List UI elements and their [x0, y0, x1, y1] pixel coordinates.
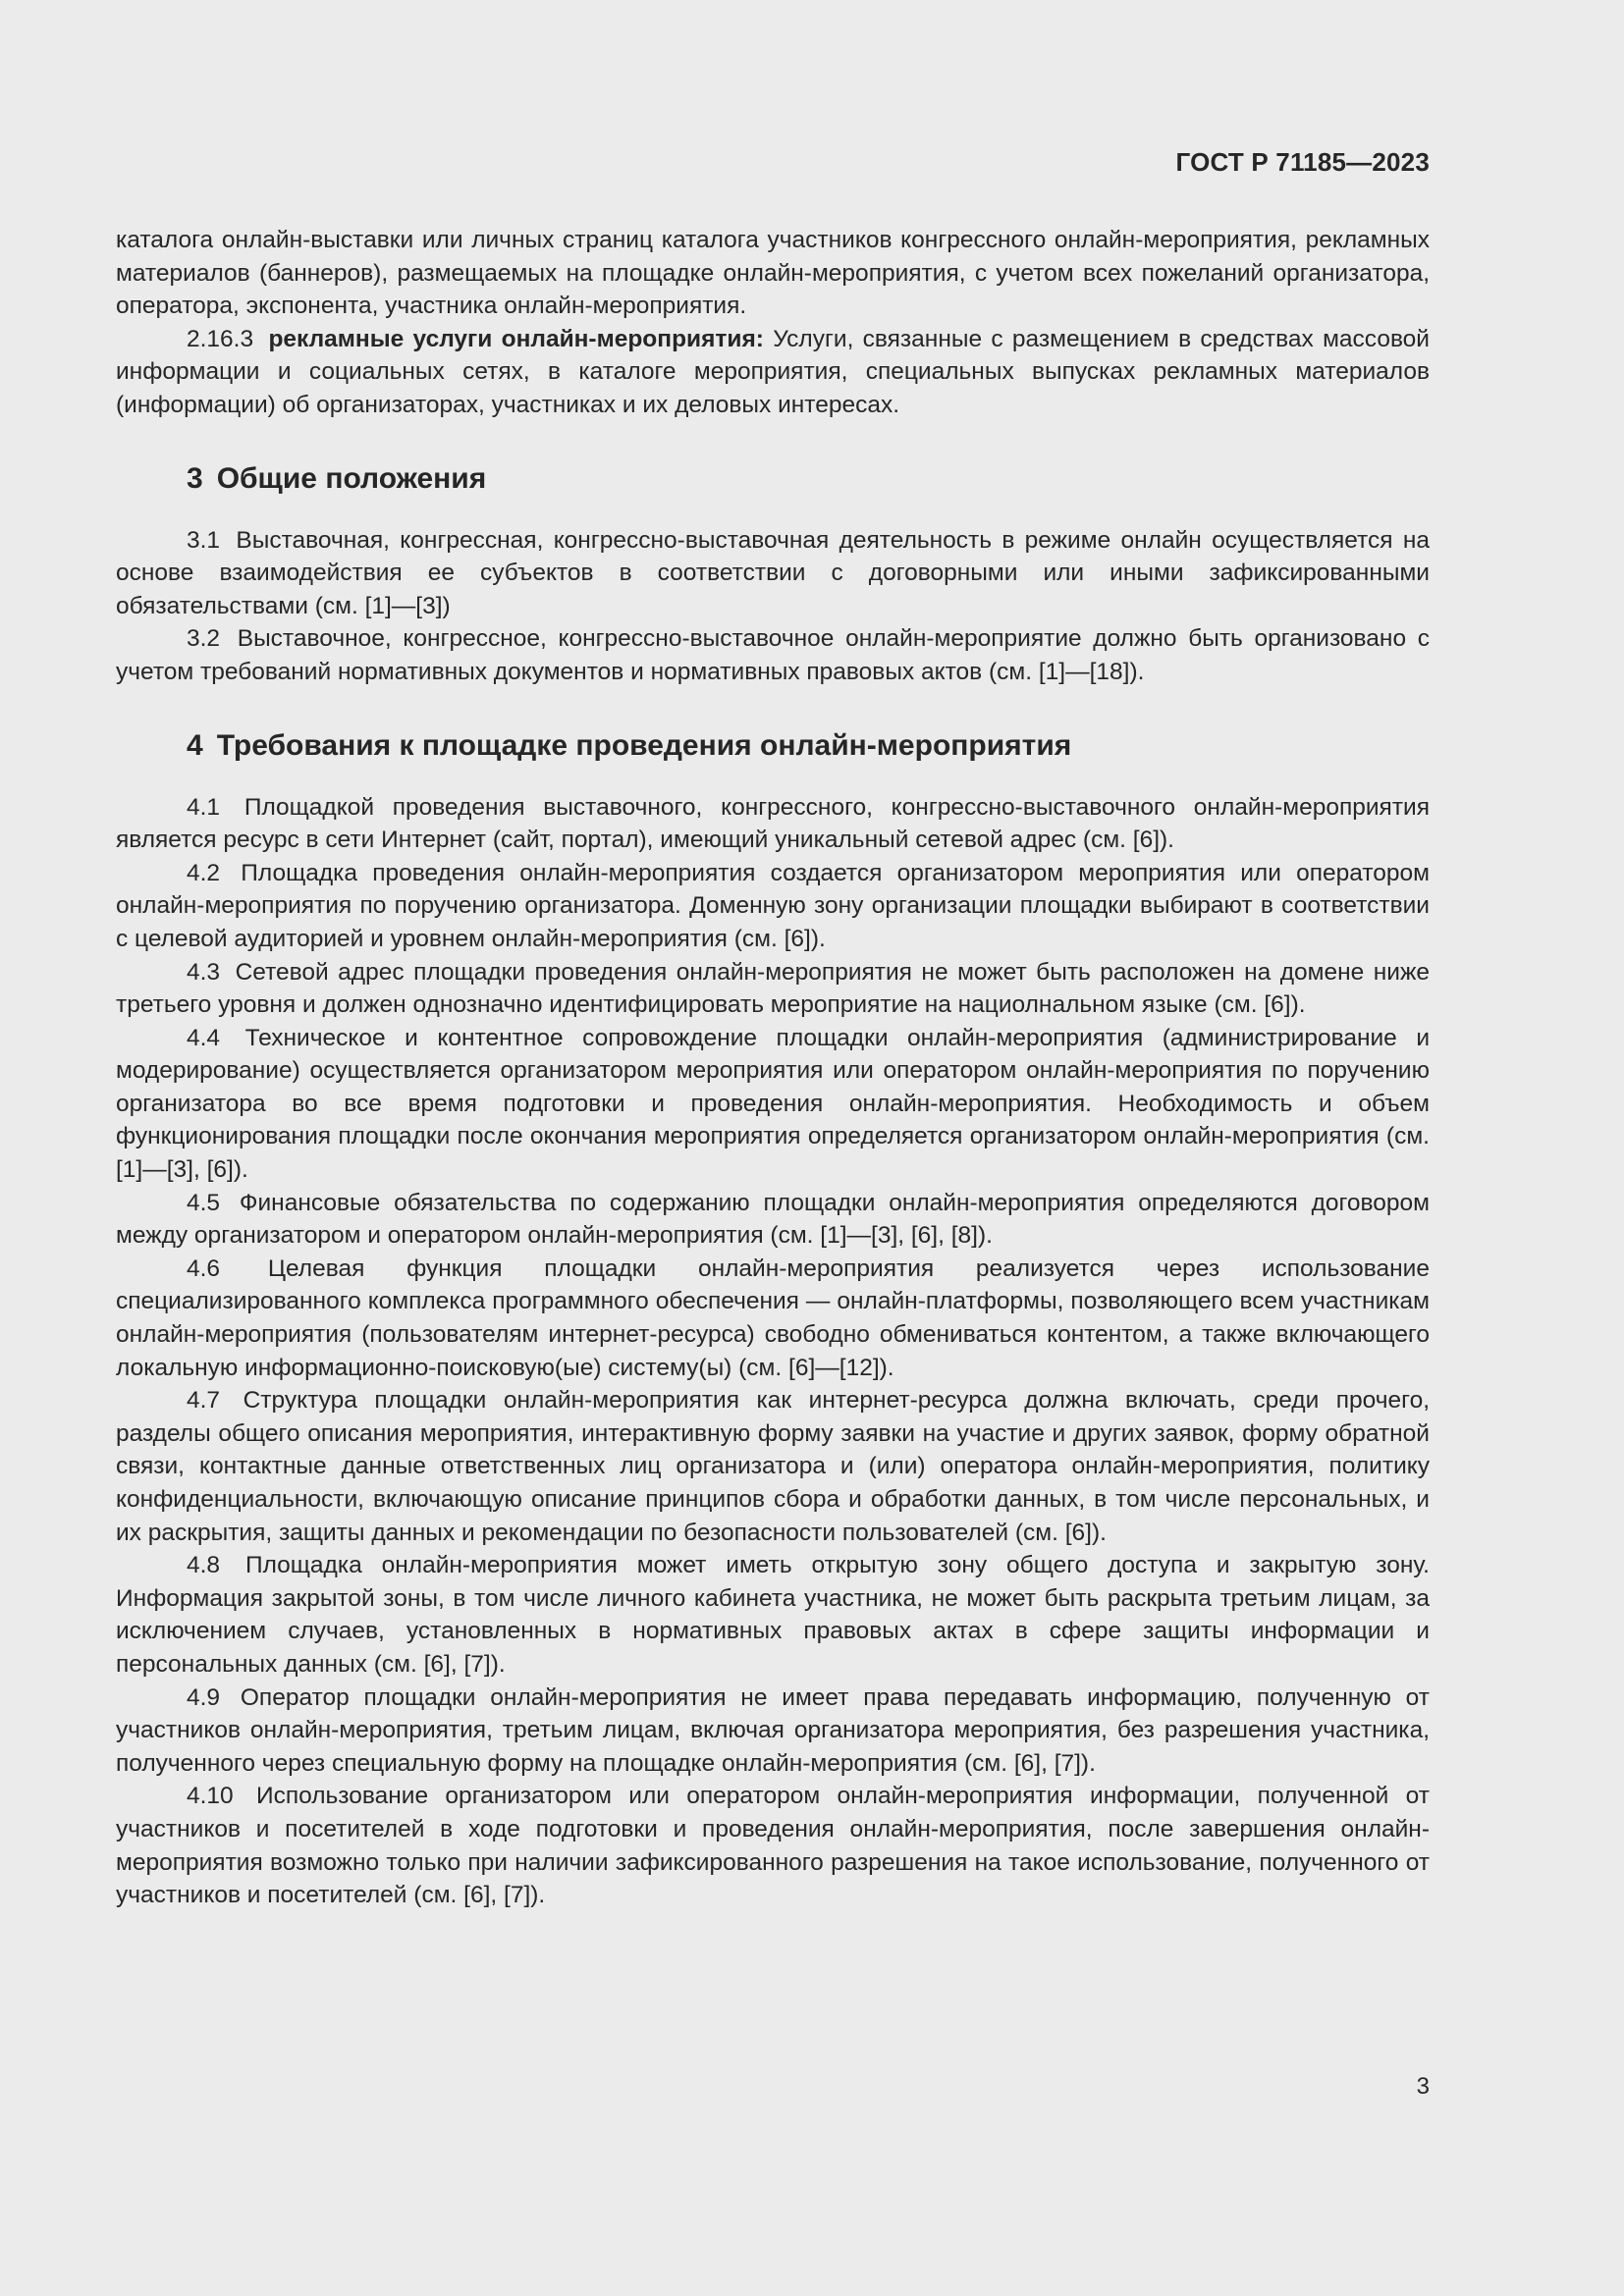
- paragraph-4-9: [116, 1682, 1430, 1781]
- term-definition: рекламные услуги онлайн-мероприятия:: [268, 325, 764, 352]
- paragraph-number: 4.4: [187, 1024, 221, 1051]
- paragraph-text: Структура площадки онлайн-мероприятия как интернет-ресурса должна включать, среди прочего, разделы общего описания мероприятия, интерактивную форму заявки на участие и других заявок, форму обратной связи, контактные данные ответственных лиц организатора и (или) оператора онлайн-мероприятия, политику конфиденциальности, включающую описание принципов сбора и обработки данных, в том числе персональных, и их раскрытия, защиты данных и рекомендации по безопасности пользователей (см. [6]).: [116, 1387, 1430, 1546]
- paragraph-3-2: [116, 622, 1430, 688]
- paragraph-4-10: [116, 1780, 1430, 1911]
- paragraph-number: 4.5: [187, 1189, 221, 1216]
- section-title: Общие положения: [216, 461, 487, 495]
- paragraph-text: Техническое и контентное сопровождение площадки онлайн-мероприятия (администрирование и модерирование) осуществляется организатором мероприятия или оператором онлайн-мероприятия по поручению организатора во все время подготовки и проведения онлайн-мероприятия. Необходимость и объем функционирования площадки после окончания мероприятия определяется организатором онлайн-мероприятия (см. [1]—[3], [6]).: [116, 1024, 1431, 1184]
- paragraph-text: Площадка проведения онлайн-мероприятия создается организатором мероприятия или оператором онлайн-мероприятия по поручению организатора. Доменную зону организации площадки выбирают в соответствии с целевой аудиторией и уровнем онлайн-мероприятия (см. [6]).: [116, 859, 1430, 952]
- paragraph-number: 4.6: [187, 1255, 221, 1282]
- paragraph-text: Использование организатором или оператором онлайн-мероприятия информации, полученной от участников и посетителей в ходе подготовки и проведения онлайн-мероприятия, после завершения онлайн-мероприятия возможно только при наличии зафиксированного разрешения на такое использование, полученного от участников и посетителей (см. [6], [7]).: [116, 1783, 1430, 1909]
- paragraph-number: 4.2: [187, 859, 221, 886]
- paragraph-text: Услуги, связанные с размещением в средствах массовой информации и социальных сетях, в каталоге мероприятия, специальных выпусках рекламных материалов (информации) об организаторах, участниках и их деловых интересах.: [116, 325, 1430, 418]
- section-title: Требования к площадке проведения онлайн-мероприятия: [216, 728, 1072, 762]
- paragraph-4-4: [116, 1022, 1430, 1187]
- paragraph-4-1: [116, 791, 1430, 857]
- paragraph-4-2: [116, 857, 1430, 956]
- document-body: [116, 224, 1430, 1912]
- page-number: 3: [1416, 2073, 1430, 2100]
- paragraph-number: 3.1: [187, 526, 221, 554]
- paragraph-4-7: [116, 1384, 1430, 1549]
- paragraph-continuation: каталога онлайн-выставки или личных страниц каталога участников конгрессного онлайн-мероприятия, рекламных материалов (баннеров), размещаемых на площадке онлайн-мероприятия, с учетом всех пожеланий организатора, оператора, экспонента, участника онлайн-мероприятия.: [116, 227, 1430, 320]
- paragraph-number: 4.3: [187, 958, 221, 986]
- section-number: 4: [187, 728, 203, 762]
- paragraph-4-3: [116, 956, 1430, 1022]
- paragraph-number: 4.9: [187, 1683, 221, 1711]
- paragraph-number: 3.2: [187, 625, 221, 653]
- paragraph-number: 2.16.3: [187, 325, 254, 352]
- paragraph-4-5: [116, 1187, 1430, 1253]
- paragraph-3-1: [116, 524, 1430, 623]
- section-heading-3: [116, 459, 1430, 499]
- paragraph-text: Сетевой адрес площадки проведения онлайн-мероприятия не может быть расположен на домене ниже третьего уровня и должен однозначно идентифицировать мероприятие на нациолнальном языке (см. [6]).: [116, 958, 1430, 1019]
- paragraph-number: 4.7: [187, 1387, 221, 1415]
- paragraph-text: Оператор площадки онлайн-мероприятия не имеет права передавать информацию, полученную от участников онлайн-мероприятия, третьим лицам, включая организатора мероприятия, без разрешения участника, полученного через специальную форму на площадке онлайн-мероприятия (см. [6], [7]).: [116, 1683, 1430, 1777]
- paragraph-text: Площадкой проведения выставочного, конгрессного, конгрессно-выставочного онлайн-мероприятия является ресурс в сети Интернет (сайт, портал), имеющий уникальный сетевой адрес (см. [6]).: [116, 793, 1430, 854]
- paragraph-text: Финансовые обязательства по содержанию площадки онлайн-мероприятия определяются договором между организатором и оператором онлайн-мероприятия (см. [1]—[3], [6], [8]).: [116, 1189, 1430, 1250]
- paragraph-text: Площадка онлайн-мероприятия может иметь открытую зону общего доступа и закрытую зону. Информация закрытой зоны, в том числе личного кабинета участника, не может быть раскрыта третьим лицам, за исключением случаев, установленных в нормативных правовых актах в сфере защиты информации и персональных данных (см. [6], [7]).: [116, 1552, 1430, 1678]
- section-number: 3: [187, 461, 203, 495]
- paragraph-number: 4.8: [187, 1552, 221, 1579]
- paragraph-text: Целевая функция площадки онлайн-мероприятия реализуется через использование специализированного комплекса программного обеспечения — онлайн-платформы, позволяющего всем участникам онлайн-мероприятия (пользователям интернет-ресурса) свободно обмениваться контентом, а также включающего локальную информационно-поисковую(ые) систему(ы) (см. [6]—[12]).: [116, 1255, 1430, 1381]
- paragraph-4-8: [116, 1549, 1430, 1681]
- paragraph-text: Выставочное, конгрессное, конгрессно-выставочное онлайн-мероприятие должно быть организовано с учетом требований нормативных документов и нормативных правовых актов (см. [1]—[18]).: [116, 625, 1430, 685]
- document-code: ГОСТ Р 71185—2023: [1175, 147, 1430, 177]
- paragraph-text: Выставочная, конгрессная, конгрессно-выставочная деятельность в режиме онлайн осуществляется на основе взаимодействия ее субъектов в соответствии с договорными или иными зафиксированными обязательствами (см. [1]—[3]): [116, 526, 1430, 619]
- paragraph-number: 4.1: [187, 793, 221, 821]
- paragraph-number: 4.10: [187, 1783, 234, 1810]
- paragraph-2-16-3: [116, 323, 1430, 422]
- section-heading-4: [116, 726, 1430, 766]
- paragraph-4-6: [116, 1253, 1430, 1384]
